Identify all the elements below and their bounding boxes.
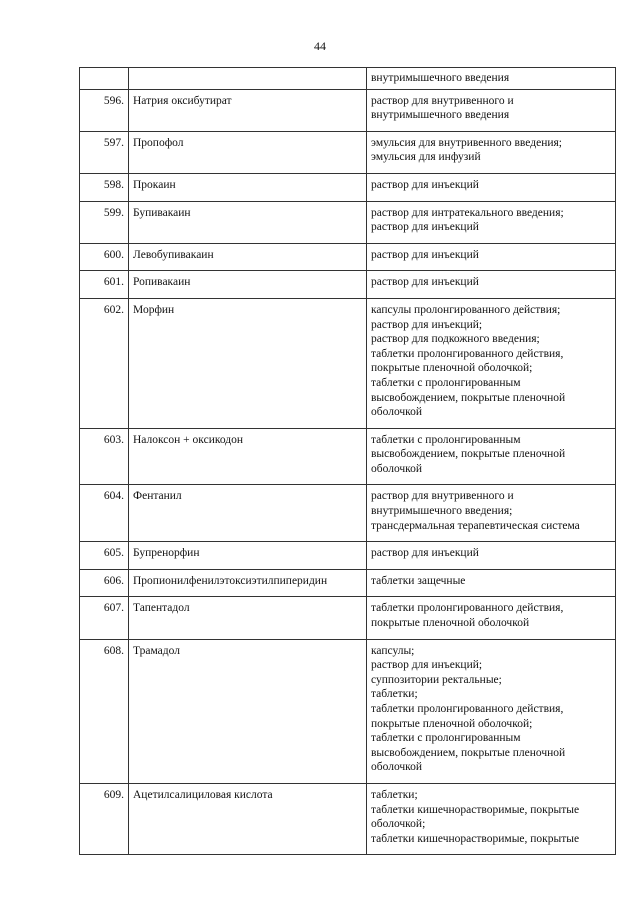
dosage-form-line: раствор для инъекций: [371, 221, 479, 234]
dosage-forms: [367, 485, 616, 542]
drug-name: Морфин: [129, 298, 367, 428]
drug-name: Ацетилсалициловая кислота: [129, 783, 367, 854]
dosage-form-line: внутримышечного введения: [371, 109, 510, 122]
row-number: 606.: [80, 569, 129, 597]
row-number: 608.: [80, 639, 129, 783]
dosage-forms: [367, 243, 616, 271]
dosage-form-line: внутримышечного введения;: [371, 505, 513, 518]
table-row: [80, 243, 616, 271]
dosage-form-line: оболочкой: [371, 761, 423, 774]
table-row: [80, 542, 616, 570]
table-row: [80, 89, 616, 131]
dosage-forms: [367, 428, 616, 485]
dosage-form-line: трансдермальная терапевтическая система: [371, 519, 580, 532]
dosage-form-line: таблетки кишечнорастворимые, покрытые: [371, 832, 580, 845]
dosage-form-line: покрытые пленочной оболочкой;: [371, 362, 533, 375]
row-number: 609.: [80, 783, 129, 854]
dosage-form-line: таблетки пролонгированного действия,: [371, 602, 564, 615]
dosage-form-line: покрытые пленочной оболочкой: [371, 617, 530, 630]
drug-name: Пропофол: [129, 131, 367, 173]
table-row: [80, 783, 616, 854]
row-number: 605.: [80, 542, 129, 570]
drug-name: Пропионилфенилэтоксиэтилпиперидин: [129, 569, 367, 597]
dosage-form-line: таблетки;: [371, 788, 418, 801]
dosage-form-line: высвобождением, покрытые пленочной: [371, 448, 566, 461]
drug-name: Левобупивакаин: [129, 243, 367, 271]
dosage-form-line: капсулы пролонгированного действия;: [371, 303, 561, 316]
dosage-form-line: раствор для инъекций: [371, 248, 479, 261]
dosage-form-line: суппозитории ректальные;: [371, 673, 502, 686]
dosage-forms: [367, 131, 616, 173]
row-number: 607.: [80, 597, 129, 639]
dosage-form-line: таблетки пролонгированного действия,: [371, 347, 564, 360]
row-number: 604.: [80, 485, 129, 542]
drug-name: Натрия оксибутират: [129, 89, 367, 131]
table-row: [80, 639, 616, 783]
dosage-form-line: оболочкой: [371, 462, 423, 475]
dosage-forms: [367, 271, 616, 299]
drug-name: Бупренорфин: [129, 542, 367, 570]
dosage-form-line: раствор для внутривенного и: [371, 94, 514, 107]
dosage-forms: [367, 542, 616, 570]
dosage-forms: [367, 597, 616, 639]
page-number: 44: [314, 39, 326, 53]
drug-name: Налоксон + оксикодон: [129, 428, 367, 485]
dosage-form-line: эмульсия для инфузий: [371, 151, 481, 164]
dosage-form-line: таблетки с пролонгированным: [371, 732, 521, 745]
dosage-forms: [367, 639, 616, 783]
drug-name: Трамадол: [129, 639, 367, 783]
row-number: 598.: [80, 173, 129, 201]
dosage-form-line: раствор для интратекального введения;: [371, 206, 564, 219]
dosage-form-line: оболочкой;: [371, 818, 426, 831]
dosage-form-line: высвобождением, покрытые пленочной: [371, 746, 566, 759]
dosage-form-line: таблетки;: [371, 688, 418, 701]
dosage-form-line: раствор для подкожного введения;: [371, 333, 540, 346]
table-row: [80, 597, 616, 639]
dosage-form-line: эмульсия для внутривенного введения;: [371, 136, 562, 149]
dosage-forms: [367, 201, 616, 243]
dosage-form-line: покрытые пленочной оболочкой;: [371, 717, 533, 730]
dosage-forms: [367, 569, 616, 597]
table-row: [80, 428, 616, 485]
dosage-form-line: таблетки кишечнорастворимые, покрытые: [371, 803, 580, 816]
drug-name: Ропивакаин: [129, 271, 367, 299]
dosage-form-line: таблетки пролонгированного действия,: [371, 703, 564, 715]
dosage-form-line: таблетки защечные: [371, 574, 466, 587]
dosage-form-line: капсулы;: [371, 644, 415, 657]
dosage-forms: [367, 298, 616, 428]
dosage-form-line: раствор для инъекций;: [371, 659, 483, 672]
dosage-forms: [367, 68, 616, 90]
row-number: [80, 68, 129, 90]
row-number: 600.: [80, 243, 129, 271]
dosage-form-line: оболочкой: [371, 406, 423, 419]
row-number: 597.: [80, 131, 129, 173]
table-row: [80, 569, 616, 597]
table-row: [80, 298, 616, 428]
drug-name: Тапентадол: [129, 597, 367, 639]
row-number: 599.: [80, 201, 129, 243]
row-number: 596.: [80, 89, 129, 131]
table-row: [80, 201, 616, 243]
drug-table: [79, 67, 616, 855]
dosage-forms: [367, 173, 616, 201]
table-row: [80, 485, 616, 542]
drug-name: Бупивакаин: [129, 201, 367, 243]
dosage-form-line: раствор для инъекций: [371, 276, 479, 289]
dosage-form-line: раствор для инъекций: [371, 178, 479, 191]
drug-name: [129, 68, 367, 90]
dosage-forms: [367, 783, 616, 854]
table-row: [80, 68, 616, 90]
dosage-form-line: раствор для инъекций;: [371, 318, 483, 331]
dosage-form-line: таблетки с пролонгированным: [371, 376, 521, 389]
dosage-form-line: таблетки с пролонгированным: [371, 433, 521, 446]
dosage-form-line: высвобождением, покрытые пленочной: [371, 391, 566, 404]
table-row: [80, 173, 616, 201]
row-number: 603.: [80, 428, 129, 485]
dosage-form-line: раствор для внутривенного и: [371, 490, 514, 503]
dosage-forms: [367, 89, 616, 131]
table-row: [80, 131, 616, 173]
row-number: 601.: [80, 271, 129, 299]
drug-name: Прокаин: [129, 173, 367, 201]
dosage-form-line: раствор для инъекций: [371, 547, 479, 560]
drug-name: Фентанил: [129, 485, 367, 542]
row-number: 602.: [80, 298, 129, 428]
dosage-form-line: внутримышечного введения: [371, 72, 510, 84]
table-row: [80, 271, 616, 299]
